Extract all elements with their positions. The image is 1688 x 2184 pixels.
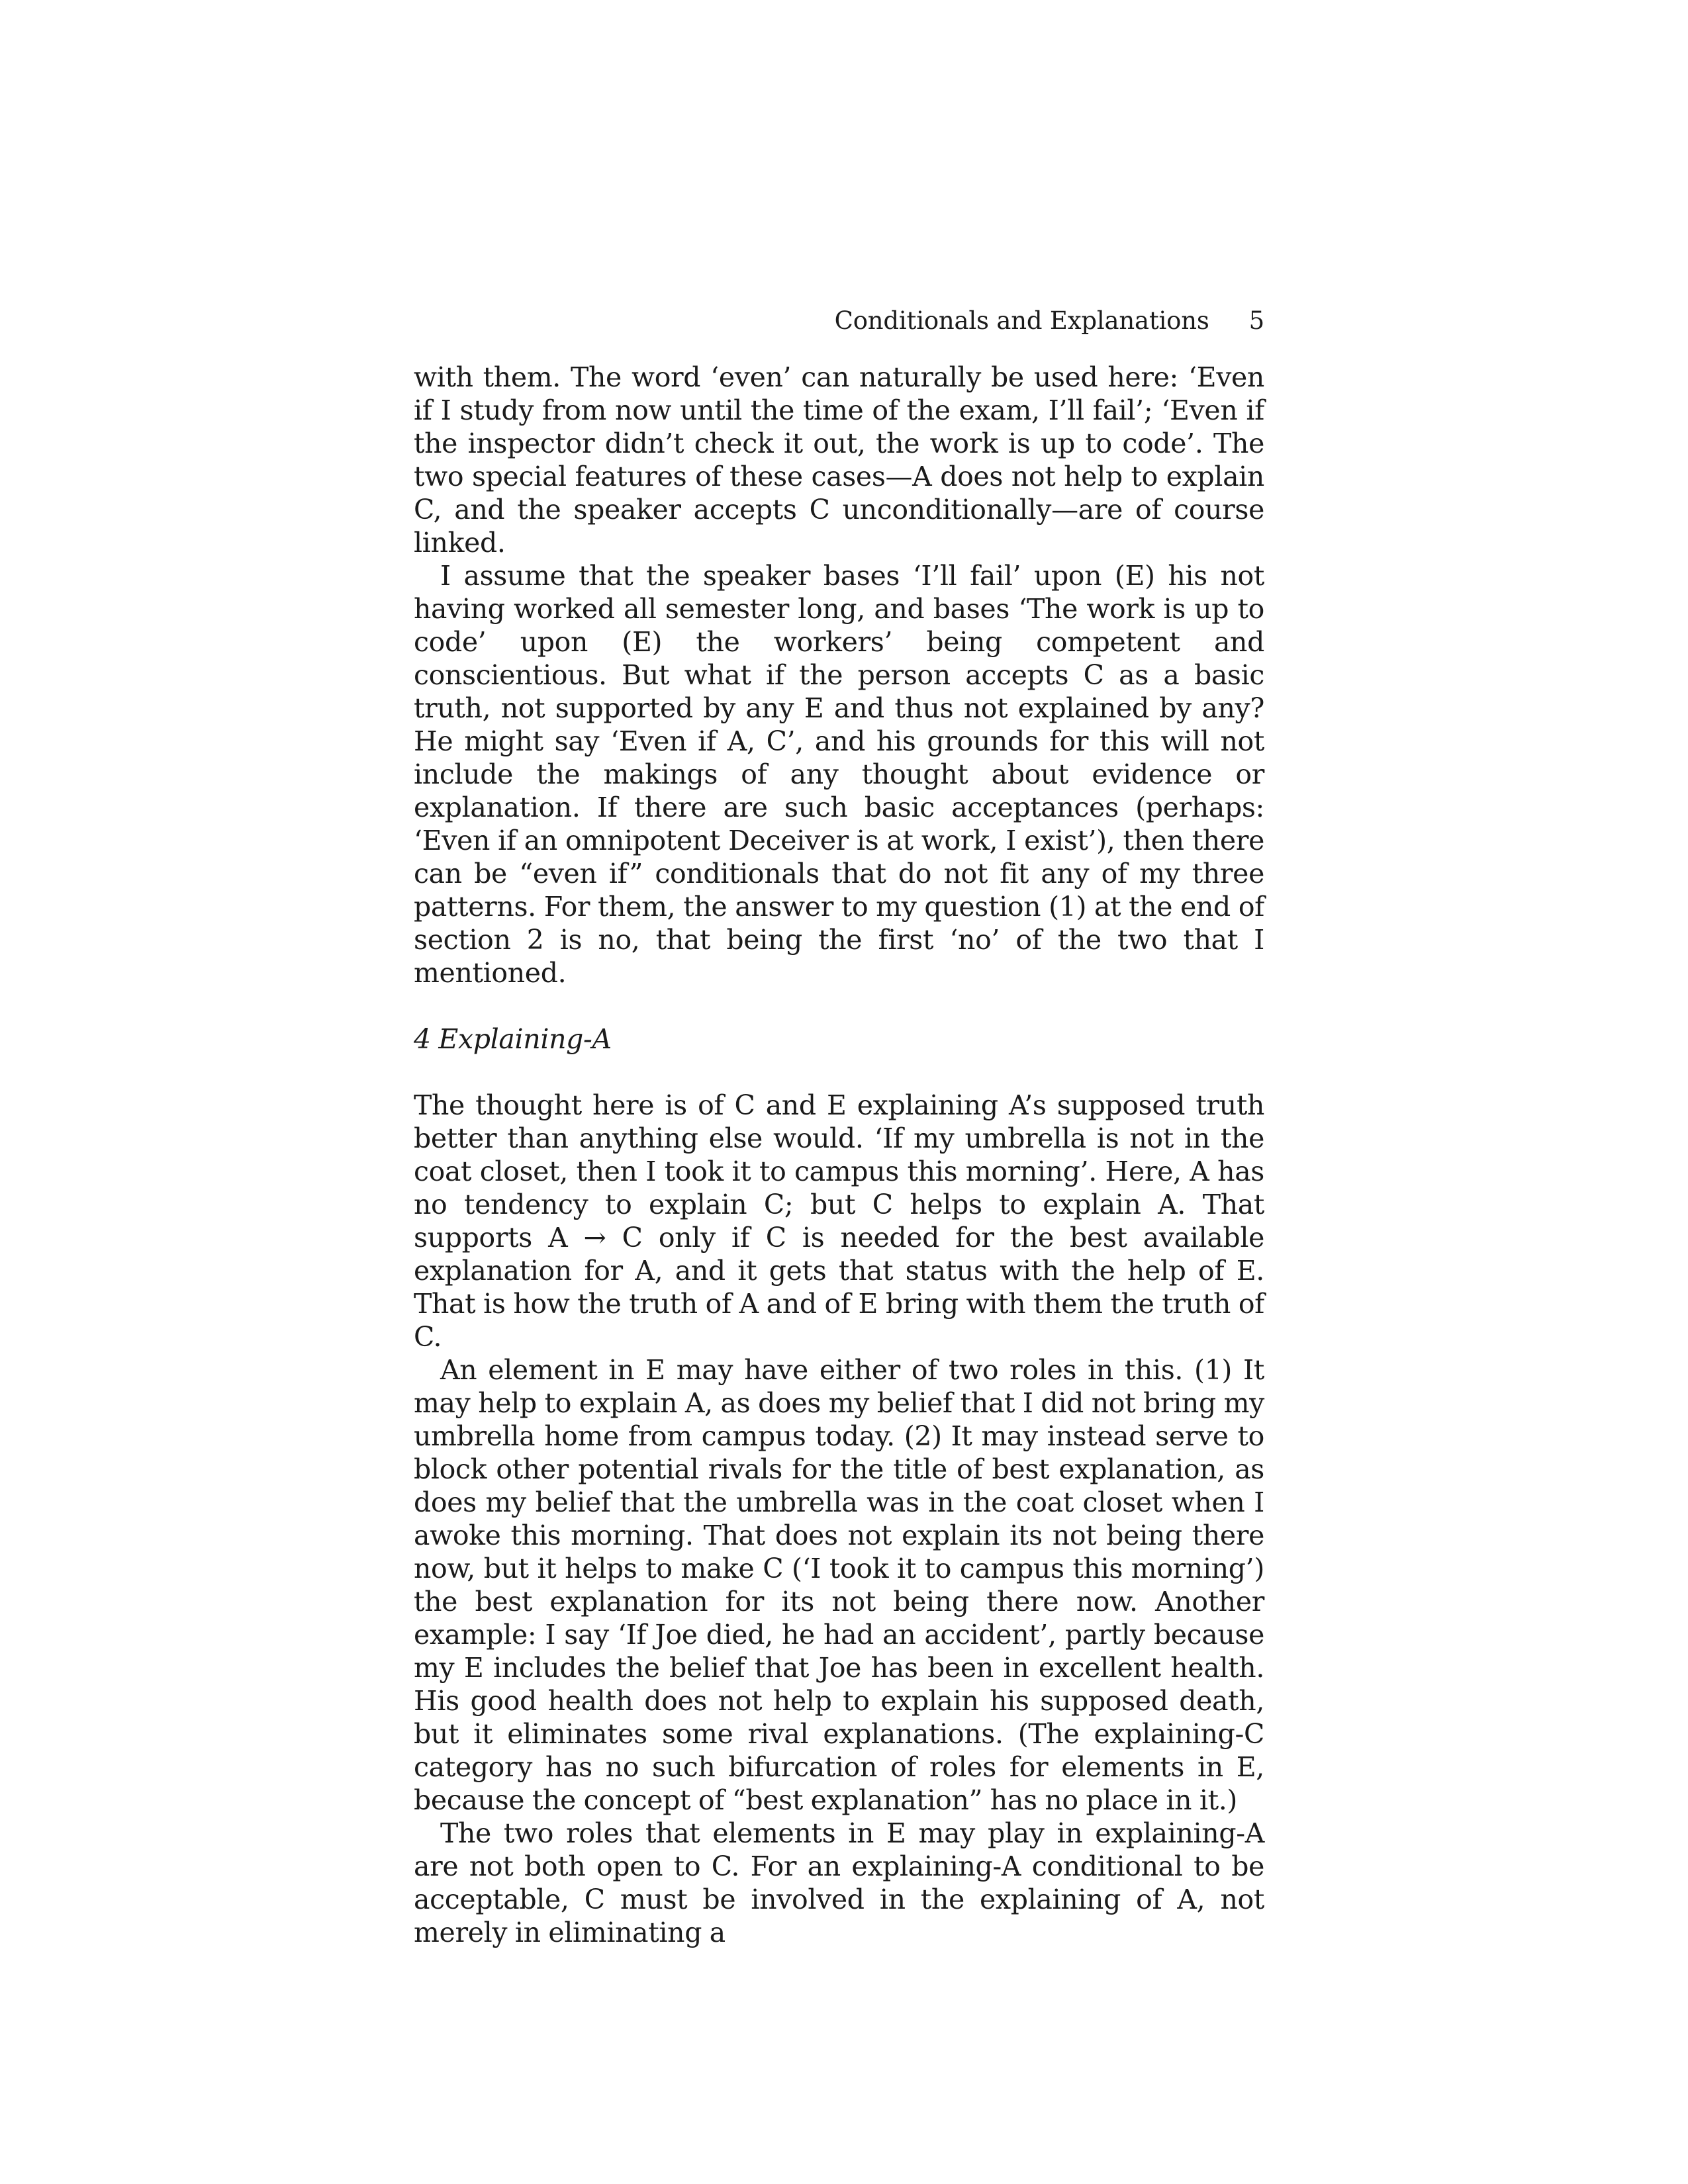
section-heading: 4 Explaining-A xyxy=(414,1023,612,1055)
paragraph: An element in E may have either of two roles in this. (1) It may help to explain A, as does my belief that I did not bring my umbrella home from campus today. (2) It may instead serve to block other potential rivals for the title of best explanation, as does my belief that the umbrella was in the coat closet when I awoke this morning. That does not explain its not being there now, but it helps to make C (‘I took it to campus this morning’) the best explanation for its not being there now. Another example: I say ‘If Joe died, he had an accident’, partly because my E includes the belief that Joe has been in excellent health. His good health does not help to explain his supposed death, but it eliminates some rival explanations. (The explaining-C category has no such bifurcation of roles for elements in E, because the concept of “best explanation” has no place in it.) xyxy=(414,1354,1264,1816)
main-text xyxy=(414,361,1264,1949)
paragraph: with them. The word ‘even’ can naturally be used here: ‘Even if I study from now until the time of the exam, I’ll fail’; ‘Even if the inspector didn’t check it out, the work is up to code’. The two special features of these cases—A does not help to explain C, and the speaker accepts C unconditionally—are of course linked. xyxy=(414,361,1264,559)
paragraph: The two roles that elements in E may play in explaining-A are not both open to C. For an explaining-A conditional to be acceptable, C must be involved in the explaining of A, not merely in eliminating a xyxy=(414,1817,1264,1948)
book-page xyxy=(414,301,1264,1949)
paragraph: The thought here is of C and E explaining A’s supposed truth better than anything else would. ‘If my umbrella is not in the coat closet, then I took it to campus this morning’. Here, A has no tendency to explain C; but C helps to explain A. That supports A → C only if C is needed for the best available explanation for A, and it gets that status with the help of E. That is how the truth of A and of E bring with them the truth of C. xyxy=(414,1089,1264,1353)
running-header xyxy=(414,301,1264,341)
paragraph: I assume that the speaker bases ‘I’ll fail’ upon (E) his not having worked all semester long, and bases ‘The work is up to code’ upon (E) the workers’ being competent and conscientious. But what if the person accepts C as a basic truth, not supported by any E and thus not explained by any? He might say ‘Even if A, C’, and his grounds for this will not include the makings of any thought about evidence or explanation. If there are such basic acceptances (perhaps: ‘Even if an omnipotent Deceiver is at work, I exist’), then there can be “even if” conditionals that do not fit any of my three patterns. For them, the answer to my question (1) at the end of section 2 is no, that being the first ‘no’ of the two that I mentioned. xyxy=(414,560,1264,989)
running-title: Conditionals and Explanations xyxy=(834,306,1209,335)
page-number: 5 xyxy=(1248,306,1264,335)
